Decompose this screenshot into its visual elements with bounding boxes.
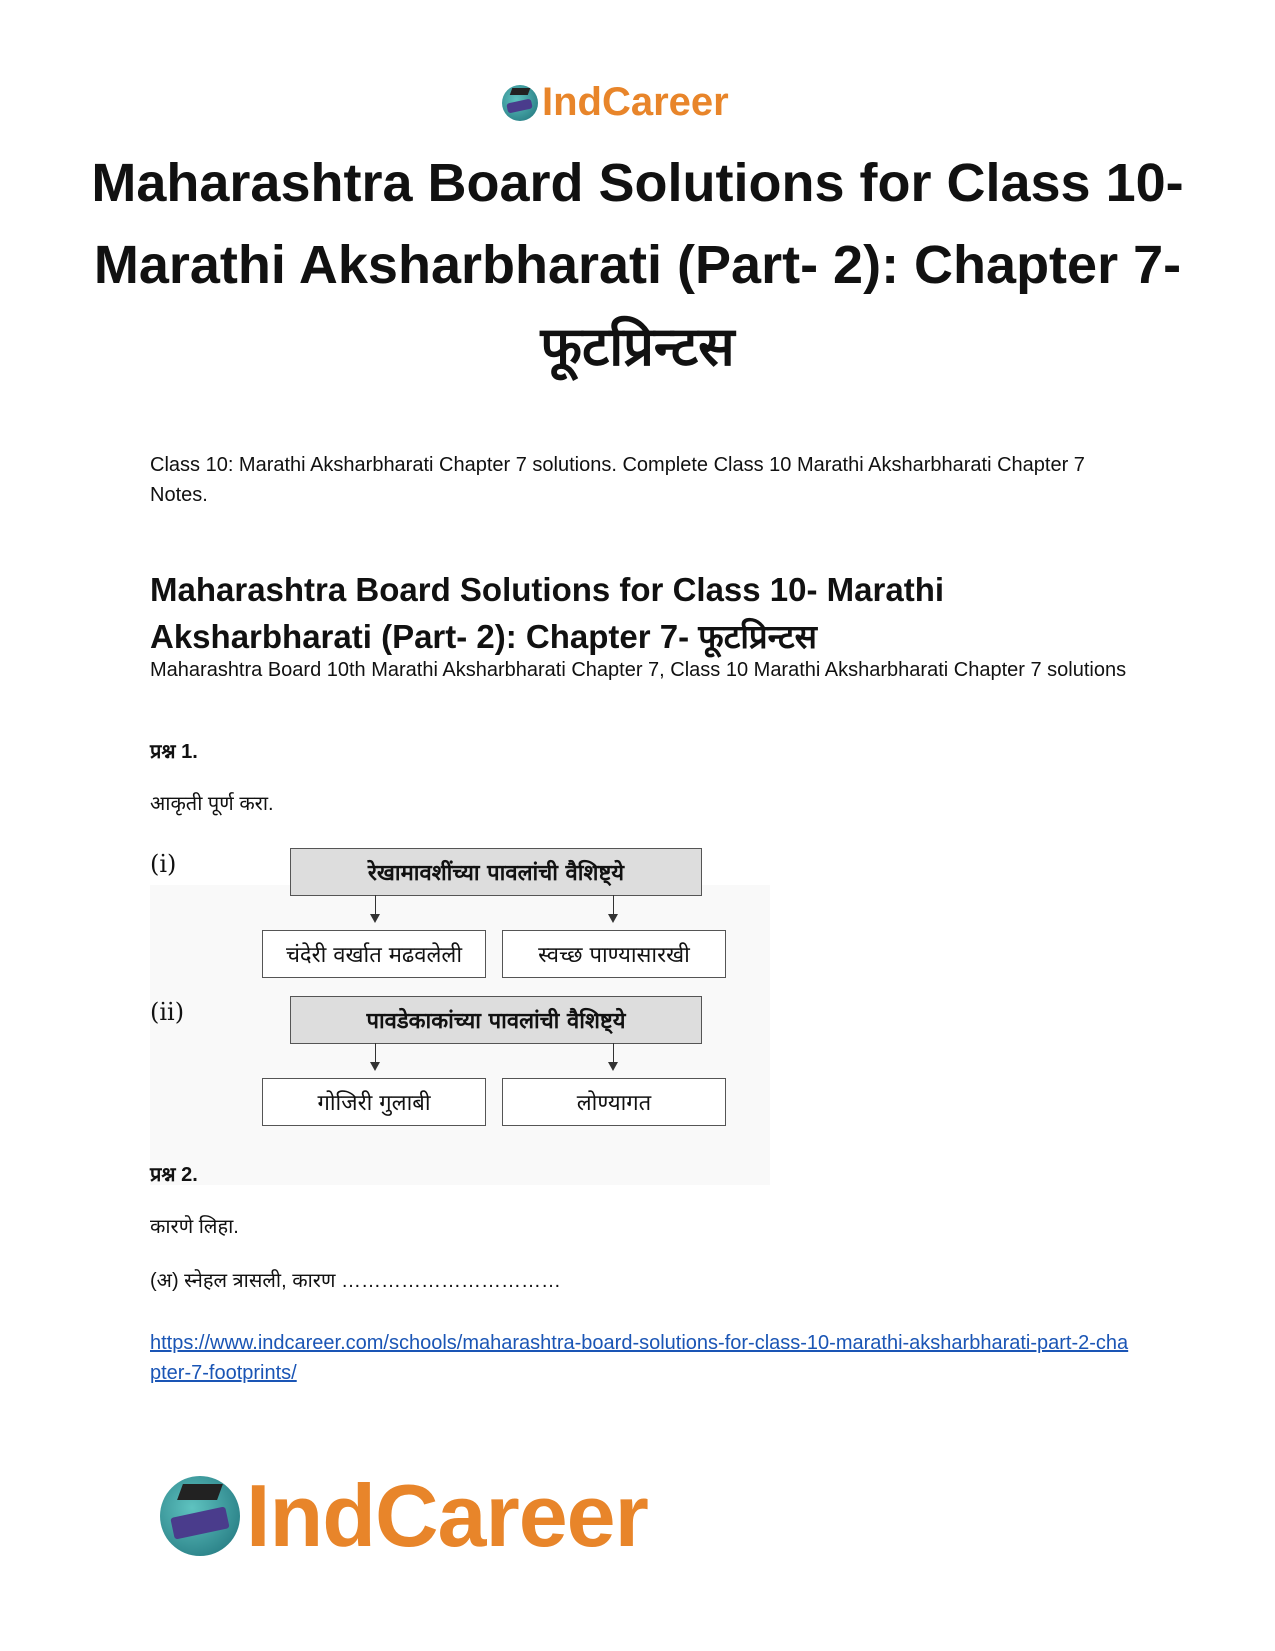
answer-box: स्वच्छ पाण्यासारखी [502,930,726,978]
question-2-label: प्रश्न 2. [150,1164,198,1186]
answer-box: चंदेरी वर्खात मढवलेली [262,930,486,978]
arrow-icon [613,1043,614,1069]
question-1-instruction: आकृती पूर्ण करा. [150,793,274,815]
globe-book-icon [160,1476,240,1556]
section-heading: Maharashtra Board Solutions for Class 10- Marathi Aksharbharati (Part- 2): Chapter 7- फूटप्रिन्टस [150,571,945,655]
logo-text: IndCareer [246,1466,648,1565]
arrow-icon [375,895,376,921]
arrow-icon [375,1043,376,1069]
diagram-head-box: रेखामावशींच्या पावलांची वैशिष्ट्ये [290,848,702,896]
answer-box: लोण्यागत [502,1078,726,1126]
indcareer-logo-bottom [160,1465,648,1567]
page-title: Maharashtra Board Solutions for Class 10- Marathi Aksharbharati (Part- 2): Chapter 7- फूटप्रिन्टस [91,153,1184,377]
indcareer-logo-top [502,80,729,125]
question-2-instruction: कारणे लिहा. [150,1216,239,1238]
answer-box: गोजिरी गुलाबी [262,1078,486,1126]
part-label: (ii) [150,998,185,1026]
diagram-head-box: पावडेकाकांच्या पावलांची वैशिष्ट्ये [290,996,702,1044]
subtext: Maharashtra Board 10th Marathi Aksharbharati Chapter 7, Class 10 Marathi Aksharbharati Chapter 7 solutions [150,659,1127,681]
arrow-icon [613,895,614,921]
part-label: (i) [150,850,177,878]
source-link[interactable]: https://www.indcareer.com/schools/maharashtra-board-solutions-for-class-10-marathi-aksharbharati-part-2-chapter-7-footprints/ [150,1332,1129,1384]
footprints-diagram [150,850,770,1185]
logo-text: IndCareer [542,80,729,124]
intro-text: Class 10: Marathi Aksharbharati Chapter 7 solutions. Complete Class 10 Marathi Aksharbharati Chapter 7 Notes. [150,454,1085,506]
question-1-label: प्रश्न 1. [150,741,198,763]
globe-book-icon [502,85,538,121]
question-2-item: (अ) स्नेहल त्रासली, कारण …………………………… [150,1270,561,1292]
